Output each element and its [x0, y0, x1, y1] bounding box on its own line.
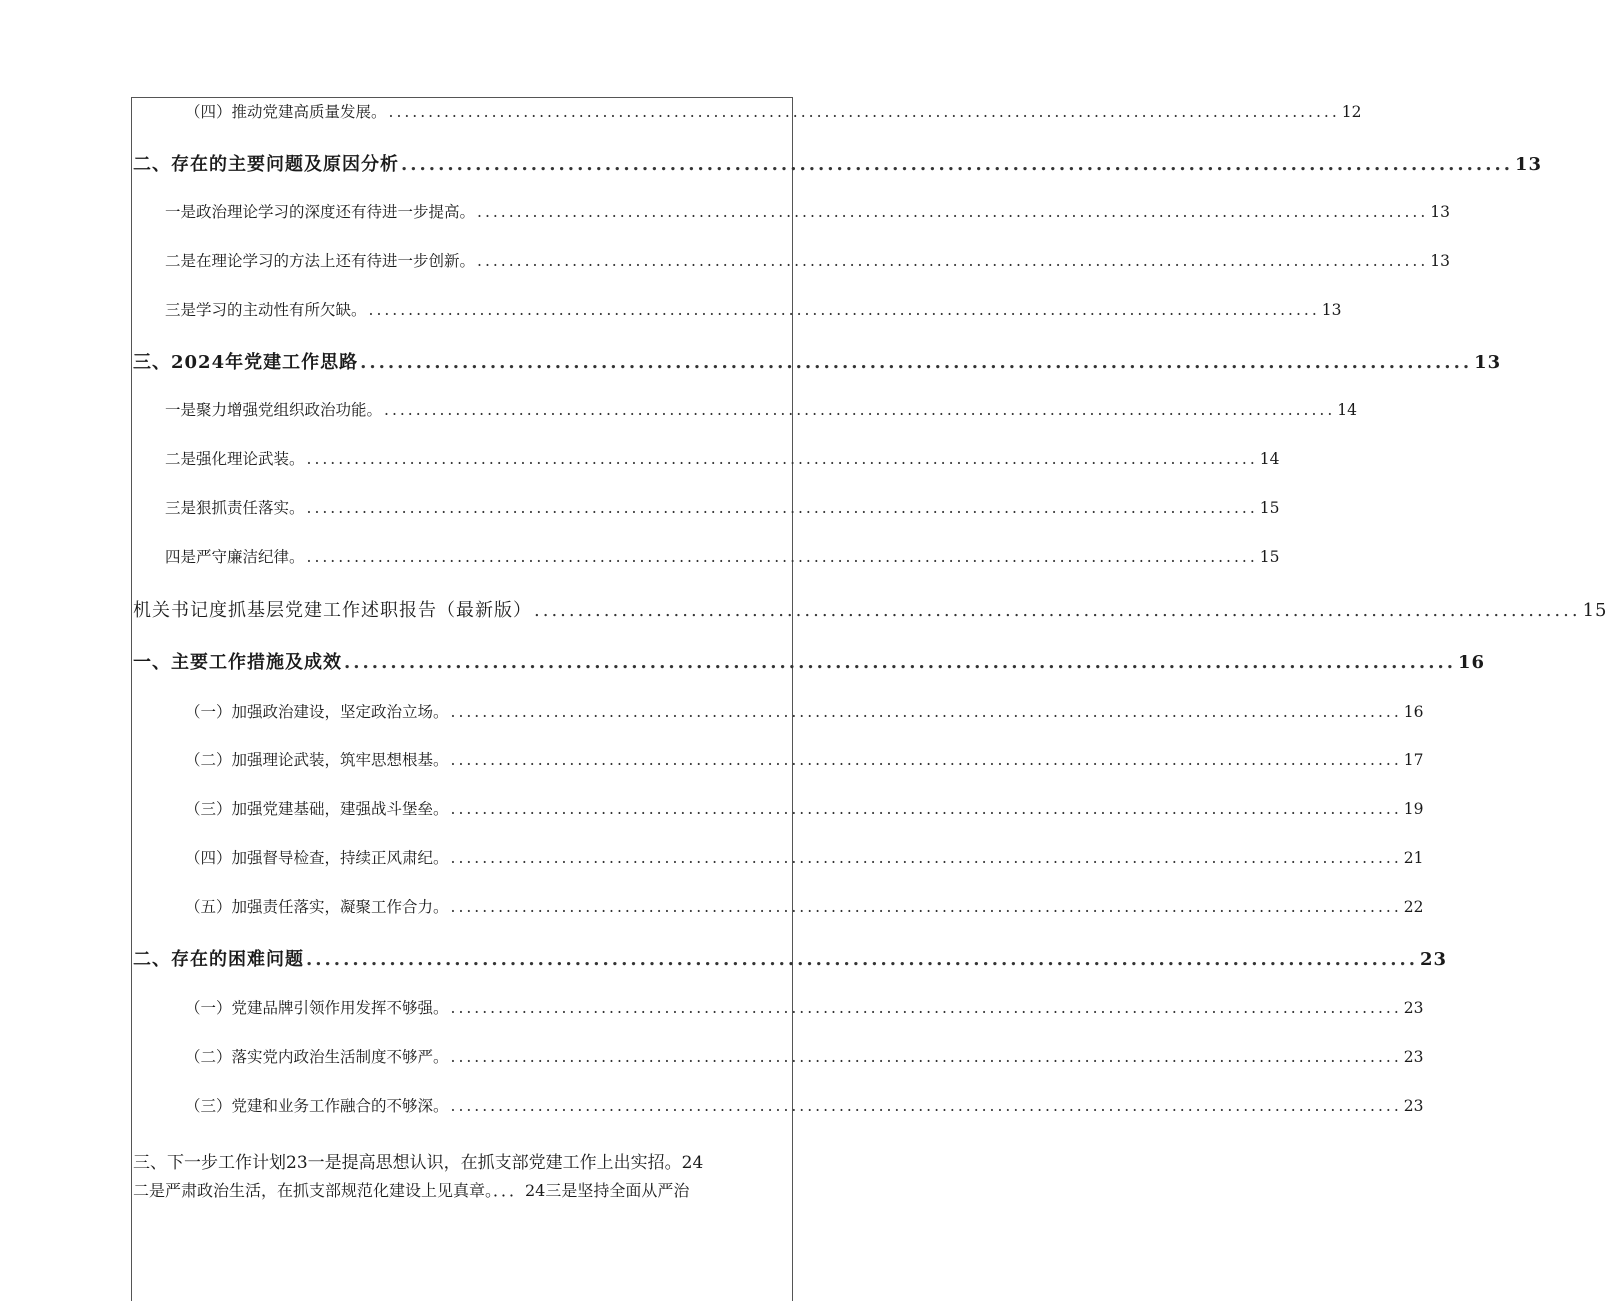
toc-entry: [133, 895, 1424, 917]
toc-entry-text: 二、存在的主要问题及原因分析: [133, 154, 399, 175]
toc-entry: [133, 596, 1608, 622]
table-frame: [131, 97, 793, 1301]
toc-page-number: 14: [1259, 450, 1280, 468]
toc-entry-text: 一是政治理论学习的深度还有待进一步提高。: [165, 203, 476, 221]
toc-page-number: 21: [1403, 849, 1424, 867]
toc-leader-dots: ........................................................................................................................: [450, 849, 1402, 867]
toc-entry: [133, 447, 1280, 469]
toc-leader-dots: ........................................................................................................................: [360, 352, 1473, 373]
toc-entry: [133, 700, 1424, 722]
toc-entry: [133, 1094, 1424, 1116]
toc-entry-text: 一、主要工作措施及成效: [133, 652, 342, 673]
toc-page-number: 13: [1430, 252, 1450, 270]
toc-page-number: 17: [1403, 751, 1424, 769]
toc-leader-dots: ........................................................................................................................: [368, 301, 1320, 319]
toc-entry-text: （一）加强政治建设，坚定政治立场。: [185, 703, 449, 721]
toc-entry-text: （三）党建和业务工作融合的不够深。: [185, 1097, 449, 1115]
toc-leader-dots: ........................................................................................................................: [450, 751, 1402, 769]
toc-entry-text: 二、存在的困难问题: [133, 949, 304, 970]
toc-page-number: 13: [1474, 352, 1502, 373]
toc-page-number: 13: [1321, 301, 1342, 319]
toc-entry-text: （四）推动党建高质量发展。: [185, 103, 387, 121]
toc-page-number: 23: [1420, 949, 1448, 970]
toc-page-number: 23: [1403, 1097, 1424, 1115]
toc-leader-dots: ........................................................................................................................: [384, 401, 1336, 419]
toc-leader-dots: ........................................................................................................................: [306, 949, 1418, 970]
toc-leader-dots: ........................................................................................................................: [401, 154, 1513, 175]
toc-page-number: 16: [1403, 703, 1424, 721]
toc-page-number: 23: [1403, 1048, 1424, 1066]
toc-entry-text: （二）落实党内政治生活制度不够严。: [185, 1048, 449, 1066]
toc-entry-text: （二）加强理论武装，筑牢思想根基。: [185, 751, 449, 769]
toc-page-number: 15: [1259, 548, 1280, 566]
toc-entry-text: 机关书记度抓基层党建工作述职报告（最新版）: [133, 600, 532, 621]
toc-leader-dots: ........................................................................................................................: [477, 203, 1429, 221]
toc-leader-dots: ........................................................................................................................: [450, 898, 1402, 916]
toc-entry: [133, 398, 1357, 420]
toc-leader-dots: ........................................................................................................................: [306, 499, 1258, 517]
toc-entry-text: 二是强化理论武装。: [165, 450, 305, 468]
toc-leader-dots: ........................................................................................................................: [450, 703, 1402, 721]
toc-entry: [133, 150, 1543, 176]
toc-leader-dots: ........................................................................................................................: [388, 103, 1340, 121]
toc-entry-text: 二是在理论学习的方法上还有待进一步创新。: [165, 252, 476, 270]
toc-entry-text: 一是聚力增强党组织政治功能。: [165, 401, 383, 419]
toc-entry: [133, 545, 1280, 567]
toc-entry: [133, 648, 1486, 674]
toc-tail-line-2: 二是严肃政治生活，在抓支部规范化建设上见真章。．．．24三是坚持全面从严治: [133, 1181, 690, 1200]
toc-entry: [133, 748, 1424, 770]
toc-leader-dots: ........................................................................................................................: [450, 1048, 1402, 1066]
toc-entry-text: （五）加强责任落实，凝聚工作合力。: [185, 898, 449, 916]
toc-entry-text: 三是学习的主动性有所欠缺。: [165, 301, 367, 319]
toc-leader-dots: ........................................................................................................................: [450, 999, 1402, 1017]
toc-entry-text: 三是狠抓责任落实。: [165, 499, 305, 517]
toc-leader-dots: ........................................................................................................................: [534, 600, 1581, 621]
toc-entry: [133, 348, 1502, 374]
toc-leader-dots: ........................................................................................................................: [450, 800, 1402, 818]
toc-page-number: 13: [1430, 203, 1450, 221]
toc-entry: [133, 496, 1280, 518]
toc-entry: [133, 945, 1448, 971]
toc-leader-dots: ........................................................................................................................: [344, 652, 1456, 673]
toc-page-number: 19: [1403, 800, 1424, 818]
toc-page-number: 22: [1403, 898, 1424, 916]
toc-page-number: 12: [1341, 103, 1362, 121]
toc-entry: [133, 996, 1424, 1018]
toc-entry: [133, 200, 1450, 222]
toc-entry: [133, 100, 1362, 122]
toc-entry: [133, 298, 1342, 320]
toc-page-number: 23: [1403, 999, 1424, 1017]
toc-entry: [133, 1045, 1424, 1067]
toc-entry: [133, 797, 1424, 819]
toc-page-number: 13: [1515, 154, 1543, 175]
toc-tail-line-1: 三、下一步工作计划23一是提高思想认识，在抓支部党建工作上出实招。24: [133, 1153, 704, 1173]
toc-leader-dots: ........................................................................................................................: [306, 450, 1258, 468]
toc-entry-text: 三、2024年党建工作思路: [133, 352, 359, 373]
toc-entry-text: （三）加强党建基础，建强战斗堡垒。: [185, 800, 449, 818]
toc-page-number: 14: [1337, 401, 1357, 419]
toc-entry: [133, 249, 1450, 271]
toc-entry-text: （一）党建品牌引领作用发挥不够强。: [185, 999, 449, 1017]
toc-entry-text: 四是严守廉洁纪律。: [165, 548, 305, 566]
toc-page-number: 16: [1458, 652, 1486, 673]
toc-entry: [133, 846, 1424, 868]
toc-page-number: 15: [1582, 600, 1608, 621]
toc-page-number: 15: [1259, 499, 1280, 517]
toc-leader-dots: ........................................................................................................................: [450, 1097, 1402, 1115]
toc-entry-text: （四）加强督导检查，持续正风肃纪。: [185, 849, 449, 867]
toc-leader-dots: ........................................................................................................................: [477, 252, 1429, 270]
toc-leader-dots: ........................................................................................................................: [306, 548, 1258, 566]
